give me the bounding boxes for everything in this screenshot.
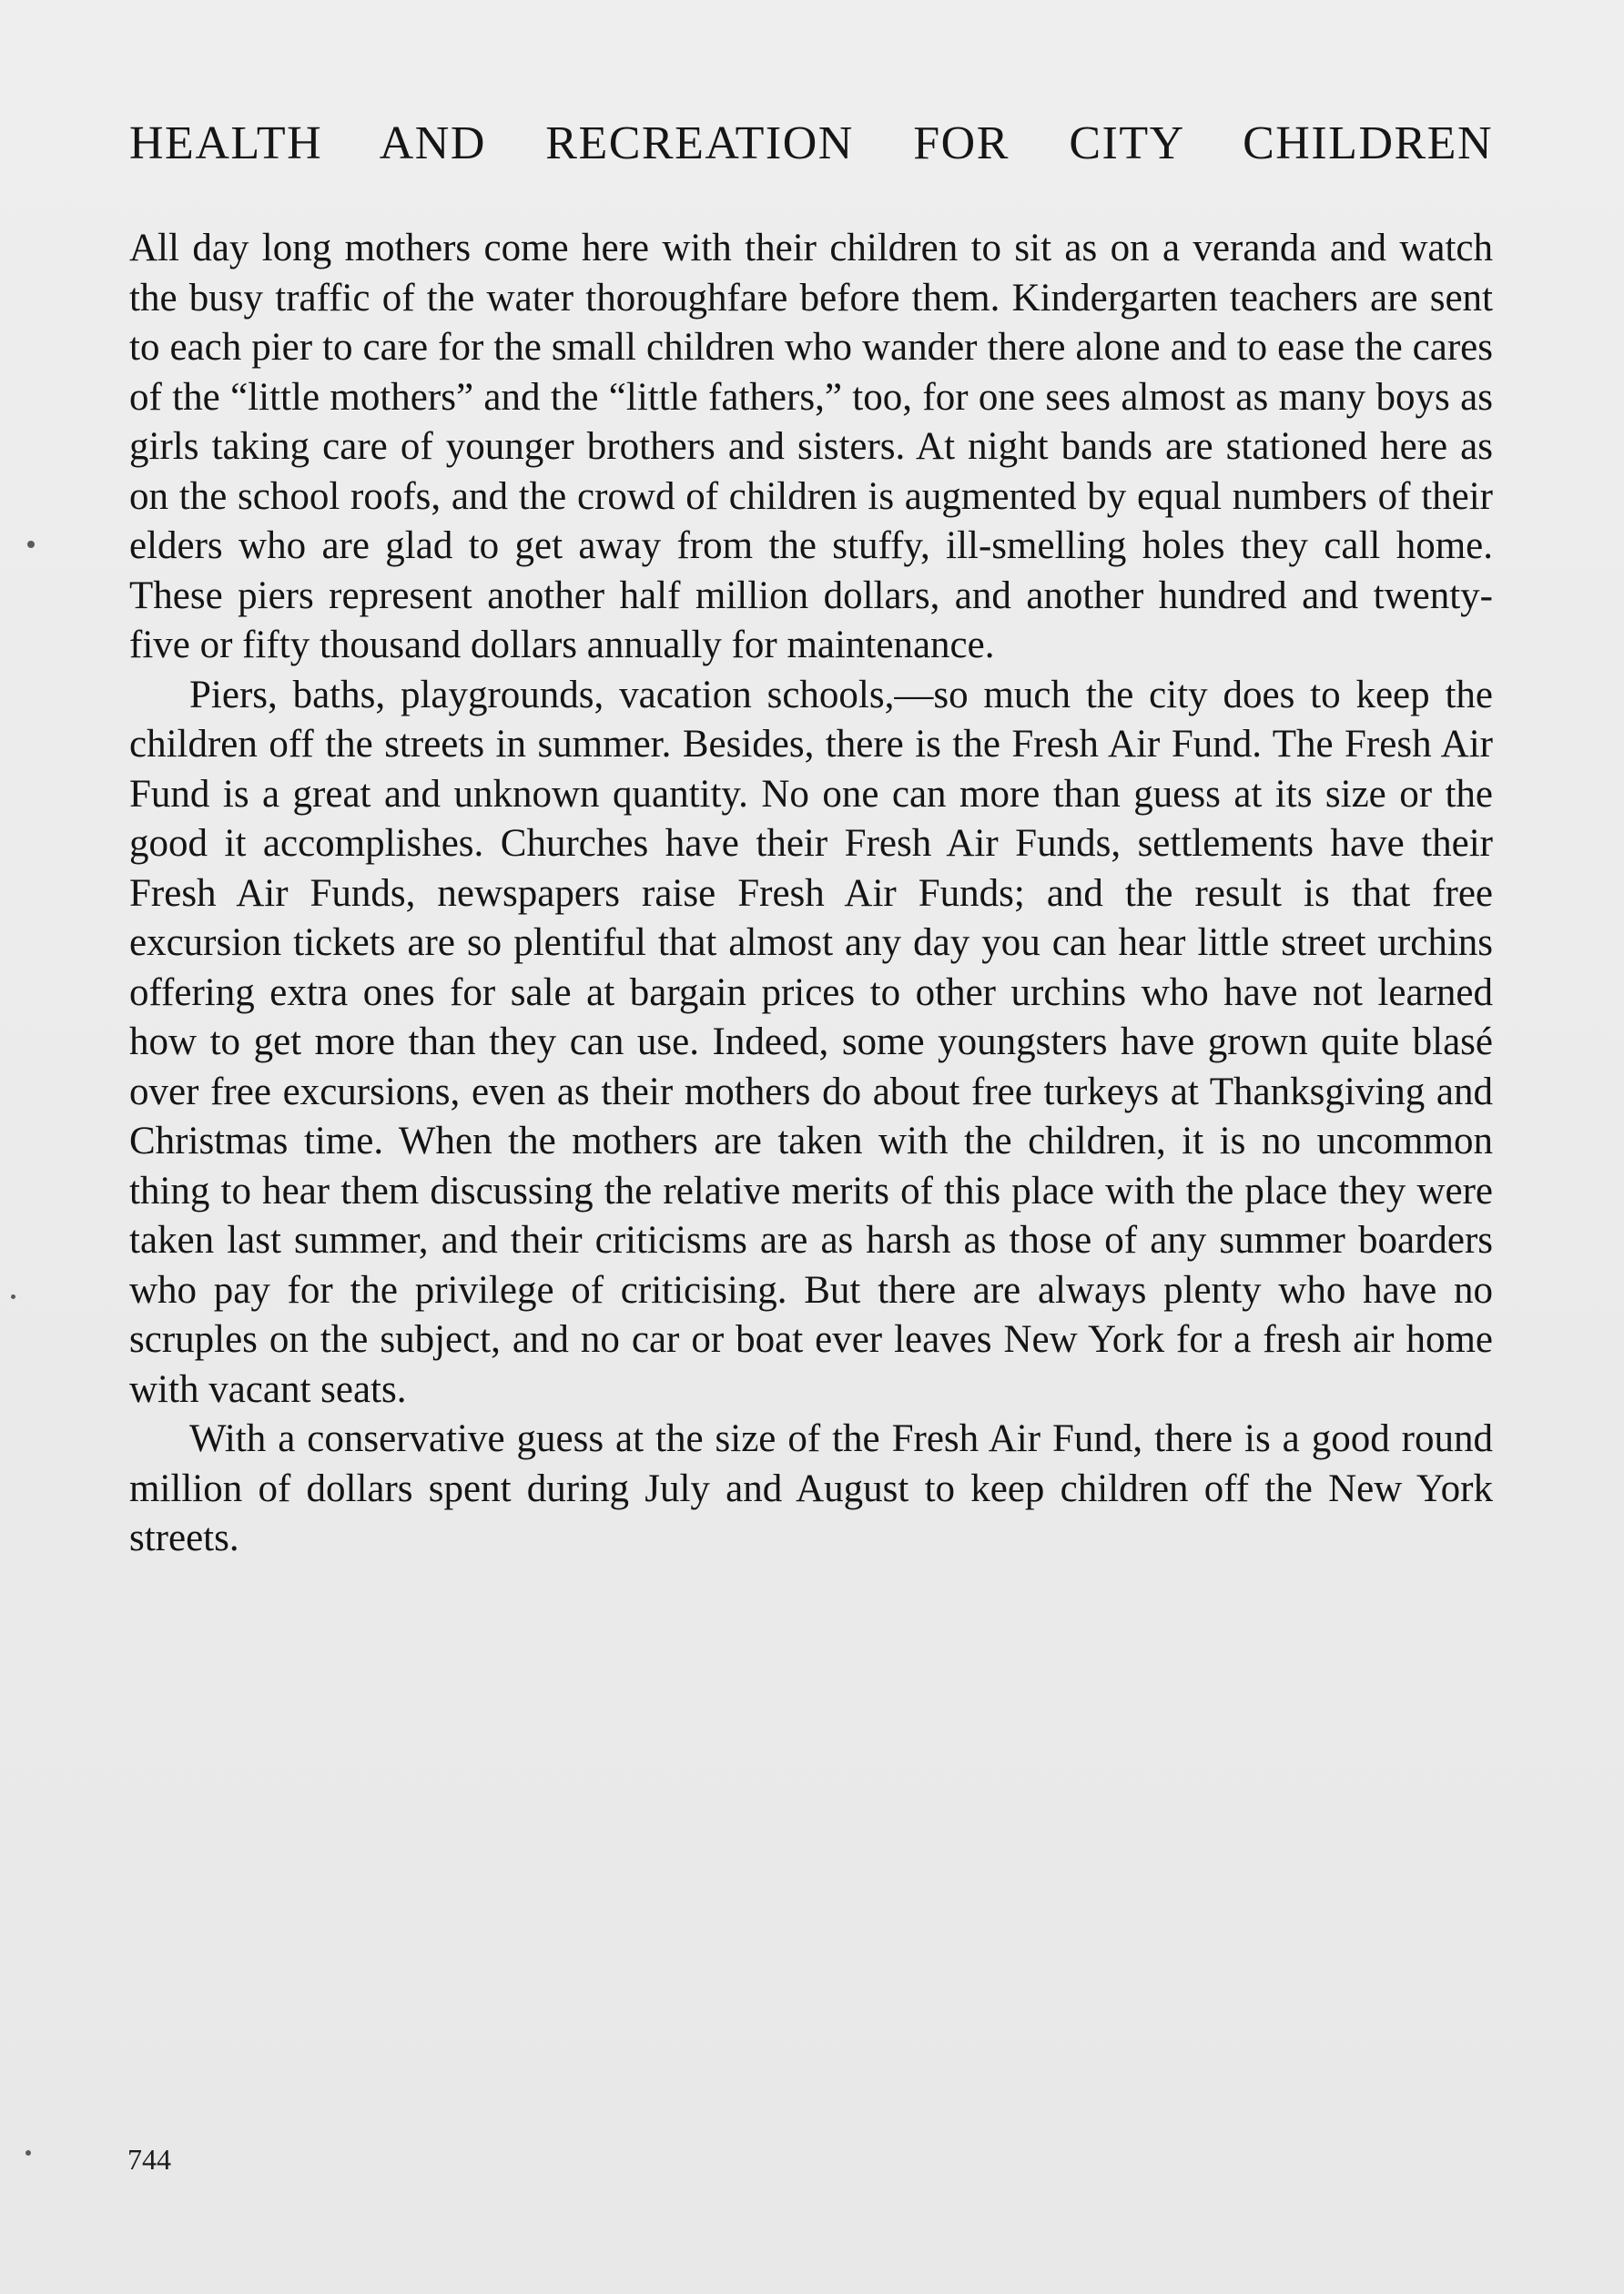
paragraph-fresh-air-fund: Piers, baths, playgrounds, vacation schools,—so much the city does to keep the children off the streets in summer. Besides, there is the Fresh Air Fund. The Fresh Air Fund is a great and unknown quantity. No one can more than guess at its size or the good it accomplishes. Churches have their Fresh Air Funds, settlements have their Fresh Air Funds, newspapers raise Fresh Air Funds; and the result is that free excursion tickets are so plentiful that almost any day you can hear little street urchins offering extra ones for sale at bargain prices to other urchins who have not learned how to get more than they can use. Indeed, some youngsters have grown quite blasé over free excursions, even as their mothers do about free turkeys at Thanksgiving and Christmas time. When the mothers are taken with the children, it is no uncommon thing to hear them discussing the relative merits of this place with the place they were taken last summer, and their criticisms are as harsh as those of any summer boarders who pay for the privilege of criticising. But there are always plenty who have no scruples on the subject, and no car or boat ever leaves New York for a fresh air home with vacant seats. [129, 673, 1493, 1411]
margin-speck [27, 541, 35, 548]
running-head: HEALTH AND RECREATION FOR CITY CHILDREN [129, 117, 1493, 169]
margin-speck [11, 1294, 15, 1299]
page-number: 744 [127, 2143, 171, 2176]
paragraph-conclusion: With a conservative guess at the size of the Fresh Air Fund, there is a good round million of dollars spent during July and August to keep children off the New York streets. [129, 1417, 1493, 1559]
body-text [129, 224, 1493, 1564]
margin-speck [25, 2150, 31, 2156]
paragraph-piers: All day long mothers come here with their children to sit as on a veranda and watch the busy traffic of the water thoroughfare before them. Kindergarten teachers are sent to each pier to care for the small children who wander there alone and to ease the cares of the “little mothers” and the “little fathers,” too, for one sees almost as many boys as girls taking care of younger brothers and sisters. At night bands are stationed here as on the school roofs, and the crowd of children is augmented by equal numbers of their elders who are glad to get away from the stuffy, ill-smelling holes they call home. These piers represent another half million dollars, and another hundred and twenty-five or fifty thousand dollars annually for maintenance. [129, 227, 1493, 666]
